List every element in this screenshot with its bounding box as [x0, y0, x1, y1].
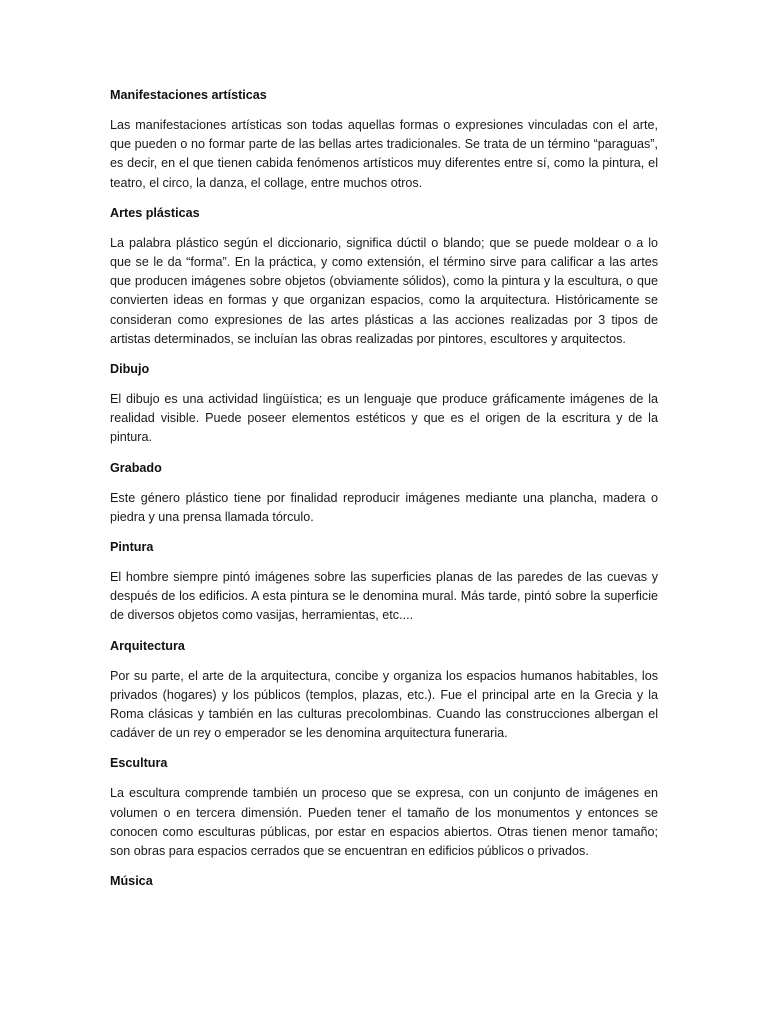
- section-heading: Artes plásticas: [110, 205, 200, 220]
- section-heading: Manifestaciones artísticas: [110, 88, 267, 102]
- section-paragraph: El hombre siempre pintó imágenes sobre las superficies planas de las paredes de las cuevas y después de los edificios. A esta pintura se le denomina mural. Más tarde, pintó sobre la superficie de diversos objetos como vasijas, herramientas, etc....: [110, 570, 658, 623]
- section-grabado: [110, 459, 658, 527]
- document-page: [110, 86, 658, 902]
- section-heading: Escultura: [110, 756, 168, 771]
- section-pintura: [110, 538, 658, 626]
- section-heading: Grabado: [110, 460, 162, 475]
- section-paragraph: La palabra plástico según el diccionario, significa dúctil o blando; que se puede moldear o a lo que se le da “forma”. En la práctica, y como extensión, el término sirve para calificar a las artes que producen imágenes sobre objetos (obviamente sólidos), como la pintura y la escultura, o que convierten ideas en formas y que organizan espacios, como la arquitectura. Históricamente se consideran como expresiones de las artes plásticas a las acciones realizadas por 3 tipos de artistas determinados, se incluían las obras realizadas por pintores, escultores y arquitectos.: [110, 235, 658, 346]
- section-heading: Pintura: [110, 540, 154, 555]
- section-heading: Arquitectura: [110, 638, 185, 653]
- section-paragraph: Este género plástico tiene por finalidad reproducir imágenes mediante una plancha, madera o piedra y una prensa llamada tórculo.: [110, 490, 658, 524]
- section-paragraph: La escultura comprende también un proceso que se expresa, con un conjunto de imágenes en volumen o en tercera dimensión. Pueden tener el tamaño de los monumentos y entonces se conocen como esculturas públicas, por estar en espacios abiertos. Otras tienen menor tamaño; son obras para espacios cerrados que se encuentran en edificios públicos o privados.: [110, 786, 658, 859]
- section-manifestaciones: [110, 86, 658, 193]
- section-paragraph: Por su parte, el arte de la arquitectura, concibe y organiza los espacios humanos habitables, los privados (hogares) y los públicos (templos, plazas, etc.). Fue el principal arte en la Grecia y la Roma clásicas y también en las culturas precolombinas. Cuando las construcciones albergan el cadáver de un rey o emperador se les denomina arquitectura funeraria.: [110, 668, 658, 741]
- section-artes-plasticas: [110, 204, 658, 349]
- section-paragraph: El dibujo es una actividad lingüística; es un lenguaje que produce gráficamente imágenes de la realidad visible. Puede poseer elementos estéticos y que es el origen de la escritura y de la pintura.: [110, 392, 658, 445]
- section-heading: Dibujo: [110, 362, 150, 377]
- section-escultura: [110, 754, 658, 861]
- section-dibujo: [110, 360, 658, 448]
- section-arquitectura: [110, 637, 658, 744]
- section-musica: [110, 872, 658, 891]
- section-paragraph: Las manifestaciones artísticas son todas aquellas formas o expresiones vinculadas con el arte, que pueden o no formar parte de las bellas artes tradicionales. Se trata de un término “paraguas”, es decir, en el que tienen cabida fenómenos artísticos muy diferentes entre sí, como la pintura, el teatro, el circo, la danza, el collage, entre muchos otros.: [110, 118, 658, 190]
- section-heading: Música: [110, 874, 153, 889]
